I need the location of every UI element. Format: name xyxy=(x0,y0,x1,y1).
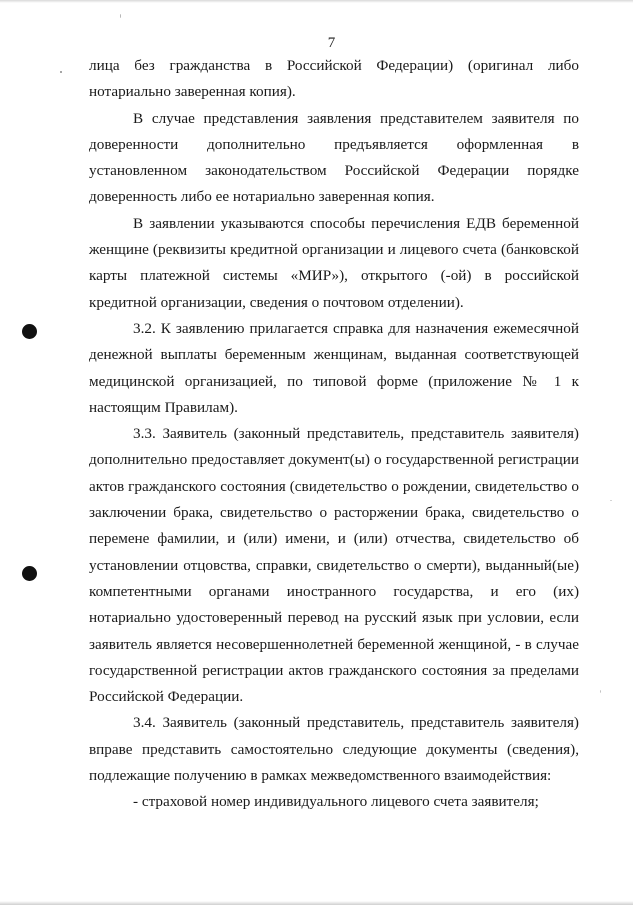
paragraph-continuation-end: нотариально заверенная копия). xyxy=(89,83,296,101)
scan-speck xyxy=(600,690,601,693)
paragraph-3-2: 3.2. К заявлению прилагается справка для назначения ежемесячной денежной выплаты беременным женщинам, выданная соответствующей медицинской организацией, по типовой форме (приложение № 1 к настоящим Правилам). xyxy=(89,319,579,416)
punch-hole xyxy=(22,324,37,339)
scan-top-edge xyxy=(0,0,633,3)
scan-speck xyxy=(610,500,612,501)
document-body xyxy=(89,53,579,816)
paragraph-3-3: 3.3. Заявитель (законный представитель, представитель заявителя) дополнительно предоставляет документ(ы) о государственной регистрации актов гражданского состояния (свидетельство о рождении, свидетельство о заключении брака, свидетельство о расторжении брака, свидетельство о перемене фамилии, и (или) имени, и (или) отчества, свидетельство об установлении отцовства, справки, свидетельство о смерти), выданный(ые) компетентными органами иностранного государства, и его (их) нотариально удостоверенный перевод на русский язык при условии, если заявитель является несовершеннолетней беременной женщиной, - в случае государственной регистрации актов гражданского состояния за пределами Российской Федерации. xyxy=(89,425,579,706)
paragraph-3-4: 3.4. Заявитель (законный представитель, представитель заявителя) вправе представить самостоятельно следующие документы (сведения), подлежащие получению в рамках межведомственного взаимодействия: xyxy=(89,714,579,785)
page-number: 7 xyxy=(327,35,336,51)
list-item-snils: - страховой номер индивидуального лицевого счета заявителя; xyxy=(133,793,539,811)
scan-speck xyxy=(60,71,62,73)
paragraph-representative: В случае представления заявления представителем заявителя по доверенности дополнительно предъявляется оформленная в установленном законодательством Российской Федерации порядке доверенность либо ее нотариально заверенная копия. xyxy=(89,109,579,206)
scan-bottom-edge xyxy=(0,901,633,905)
paragraph-payment-methods: В заявлении указываются способы перечисления ЕДВ беременной женщине (реквизиты кредитной организации и лицевого счета (банковской карты платежной системы «МИР»), открытого (-ой) в российской кредитной организации, сведения о почтовом отделении). xyxy=(89,214,579,311)
scan-speck xyxy=(120,14,121,18)
paragraph-continuation-line: лица без гражданства в Российской Федерации) (оригинал либо xyxy=(89,57,579,74)
punch-hole xyxy=(22,566,37,581)
